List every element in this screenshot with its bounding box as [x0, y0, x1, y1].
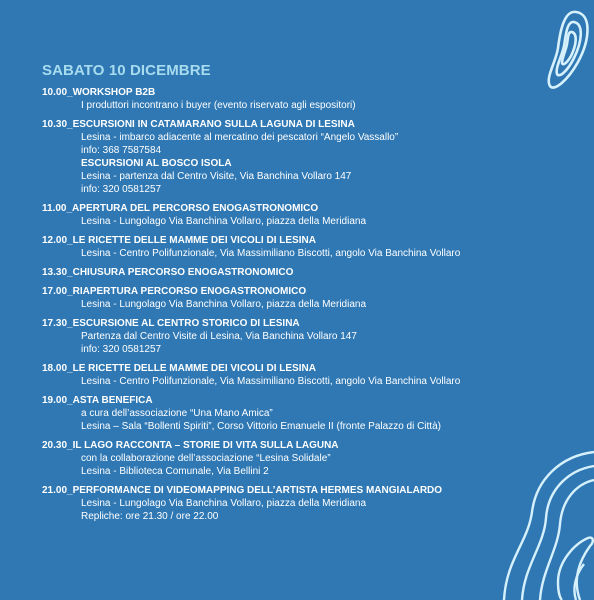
event-detail-line: a cura dell’associazione “Una Mano Amica” [81, 408, 273, 419]
event-time: 11.00 [42, 203, 67, 214]
event-time: 12.00 [42, 235, 68, 246]
event-item [42, 439, 522, 478]
event-heading [42, 317, 522, 330]
event-time: 10.00 [42, 87, 68, 98]
program-panel [42, 62, 522, 529]
time-separator: _ [67, 440, 73, 451]
event-heading [42, 439, 522, 452]
event-title: LE RICETTE DELLE MAMME DEI VICOLI DI LESINA [72, 235, 316, 246]
event-details [42, 452, 522, 478]
event-detail-line: info: 320 0581257 [81, 184, 162, 195]
event-details [42, 99, 522, 112]
event-details [42, 247, 522, 260]
event-detail-line: Lesina - Lungolago Via Banchina Vollaro, piazza della Meridiana [81, 498, 367, 509]
event-detail-line: Lesina – Sala “Bollenti Spiriti”, Corso Vittorio Emanuele II (fronte Palazzo di Città) [81, 421, 441, 432]
event-item [42, 234, 522, 260]
event-title: ASTA BENEFICA [72, 395, 153, 406]
time-separator: _ [67, 235, 73, 246]
event-detail-line: Lesina - imbarco adiacente al mercatino dei pescatori “Angelo Vassallo” [81, 132, 399, 143]
event-item [42, 202, 522, 228]
event-heading [42, 118, 522, 131]
event-title: LE RICETTE DELLE MAMME DEI VICOLI DI LESINA [72, 363, 316, 374]
event-detail-line: Lesina - Centro Polifunzionale, Via Massimiliano Biscotti, angolo Via Banchina Vollaro [81, 248, 461, 259]
time-separator: _ [67, 119, 73, 130]
event-details [42, 215, 522, 228]
event-time: 19.00 [42, 395, 68, 406]
event-title: PERFORMANCE DI VIDEOMAPPING DELL’ARTISTA HERMES MANGIALARDO [72, 485, 443, 496]
event-item [42, 266, 522, 279]
event-detail-line: con la collaborazione dell’associazione “Lesina Solidale” [81, 453, 331, 464]
event-heading [42, 266, 522, 279]
event-details [42, 375, 522, 388]
event-details [42, 407, 522, 433]
event-item [42, 394, 522, 433]
event-item [42, 285, 522, 311]
event-time: 20.30 [42, 440, 68, 451]
event-detail-line: Lesina - Centro Polifunzionale, Via Massimiliano Biscotti, angolo Via Banchina Vollaro [81, 376, 461, 387]
event-time: 18.00 [42, 363, 68, 374]
event-time: 21.00 [42, 485, 68, 496]
event-heading [42, 394, 522, 407]
event-details [42, 298, 522, 311]
event-title: ESCURSIONE AL CENTRO STORICO DI LESINA [72, 318, 300, 329]
event-list [42, 86, 522, 523]
event-detail-line: Repliche: ore 21.30 / ore 22.00 [81, 511, 219, 522]
event-heading [42, 234, 522, 247]
event-details [42, 131, 522, 196]
event-item [42, 317, 522, 356]
time-separator: _ [67, 363, 73, 374]
event-detail-line: info: 320 0581257 [81, 344, 162, 355]
time-separator: _ [67, 485, 73, 496]
event-title: IL LAGO RACCONTA – STORIE DI VITA SULLA LAGUNA [72, 440, 339, 451]
event-details [42, 497, 522, 523]
event-detail-line: I produttori incontrano i buyer (evento riservato agli espositori) [81, 100, 356, 111]
day-title: SABATO 10 DICEMBRE [42, 62, 211, 79]
event-heading [42, 202, 522, 215]
time-separator: _ [67, 87, 73, 98]
time-separator: _ [67, 267, 73, 278]
event-time: 10.30 [42, 119, 68, 130]
event-title: APERTURA DEL PERCORSO ENOGASTRONOMICO [72, 203, 319, 214]
event-detail-line: Lesina - Lungolago Via Banchina Vollaro, piazza della Meridiana [81, 216, 367, 227]
event-detail-line: Lesina - partenza dal Centro Visite, Via Banchina Vollaro 147 [81, 171, 352, 182]
time-separator: _ [67, 395, 73, 406]
event-title: RIAPERTURA PERCORSO ENOGASTRONOMICO [72, 286, 307, 297]
event-heading [42, 362, 522, 375]
event-detail-line: Partenza dal Centro Visite di Lesina, Via Banchina Vollaro 147 [81, 331, 357, 342]
event-time: 13.30 [42, 267, 68, 278]
event-heading [42, 86, 522, 99]
event-details [42, 330, 522, 356]
event-heading [42, 484, 522, 497]
time-separator: _ [67, 286, 73, 297]
event-subtitle: ESCURSIONI AL BOSCO ISOLA [81, 158, 232, 169]
event-title: WORKSHOP B2B [72, 87, 156, 98]
event-time: 17.30 [42, 318, 68, 329]
event-heading [42, 285, 522, 298]
time-separator: _ [67, 318, 73, 329]
event-detail-line: Lesina - Lungolago Via Banchina Vollaro, piazza della Meridiana [81, 299, 367, 310]
event-detail-line: Lesina - Biblioteca Comunale, Via Bellini 2 [81, 466, 269, 477]
event-title: ESCURSIONI IN CATAMARANO SULLA LAGUNA DI LESINA [72, 119, 355, 130]
event-item [42, 484, 522, 523]
event-item [42, 86, 522, 112]
event-time: 17.00 [42, 286, 68, 297]
event-item [42, 362, 522, 388]
time-separator: _ [66, 203, 73, 214]
event-title: CHIUSURA PERCORSO ENOGASTRONOMICO [72, 267, 294, 278]
event-item [42, 118, 522, 196]
event-detail-line: info: 368 7587584 [81, 145, 162, 156]
